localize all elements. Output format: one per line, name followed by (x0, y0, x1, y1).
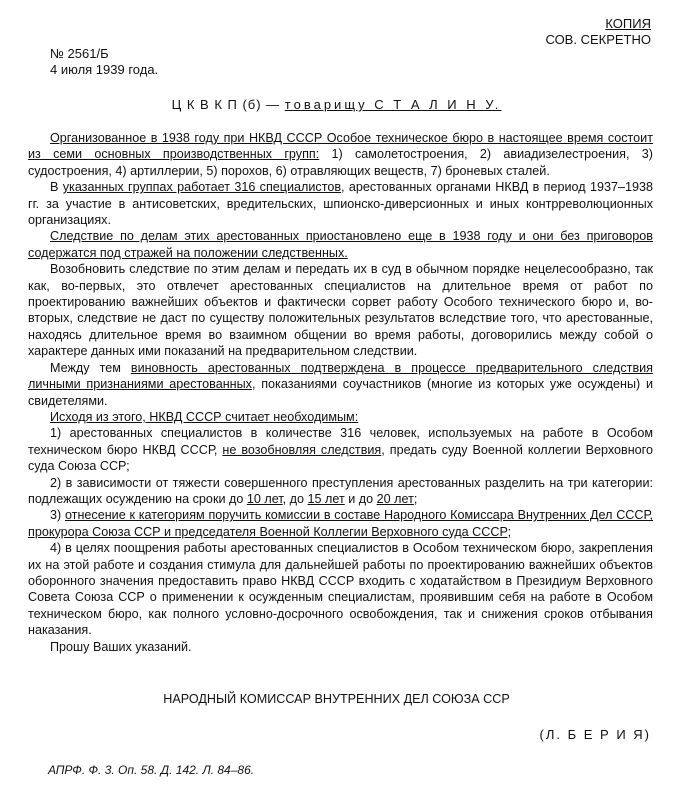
body-paragraph (28, 540, 653, 638)
body-paragraph (28, 475, 653, 508)
text-run: , показаниями соучастников (многие из которых уже осуждены) и свидетелями. (28, 377, 653, 408)
underlined-text: Следствие по делам этих арестованных приостановлено еще в 1938 году и они без приговоров содержатся под стражей на положении следственных. (28, 229, 653, 260)
text-run: 3) (50, 508, 65, 523)
underlined-text: 15 лет (307, 491, 345, 506)
body-paragraph (28, 360, 653, 409)
text-run: , до (282, 491, 308, 506)
body-paragraph (28, 639, 653, 655)
underlined-text: не возобновляя следствия (222, 442, 382, 457)
underlined-text: Исходя из этого, НКВД СССР считает необходимым: (50, 409, 359, 424)
addressee-party: Ц К В К П (б) — (171, 97, 285, 112)
classification-stamp (545, 16, 651, 48)
underlined-text: 20 лет (376, 491, 414, 506)
body-paragraph (28, 228, 653, 261)
body-paragraph (28, 507, 653, 540)
signatory-name: (Л. Б Е Р И Я) (539, 727, 651, 742)
text-run: 1) арестованных специалистов в количестве 316 человек, используемых на работе в Особом техническом бюро НКВД СССР, (28, 426, 653, 457)
text-run: Прошу Ваших указаний. (50, 639, 192, 654)
text-run: ; (413, 491, 418, 506)
document-number: № 2561/Б (50, 46, 109, 61)
body-paragraph (28, 179, 653, 228)
signatory-title: НАРОДНЫЙ КОМИССАР ВНУТРЕННИХ ДЕЛ СОЮЗА ССР (163, 692, 510, 706)
body-paragraph (28, 425, 653, 474)
text-run: 2) в зависимости от тяжести совершенного преступления арестованных разделить на три категории: подлежащих осуждению на сроки до (28, 475, 653, 506)
body-paragraph (28, 261, 653, 359)
document-header (50, 46, 158, 78)
text-run: 1) самолетостроения, 2) авиадизелестроения, 3) судостроения, 4) артиллерии, 5) порохов, 6) отравляющих веществ, 7) броневых сталей. (28, 147, 653, 178)
text-run: и до (344, 491, 377, 506)
text-run: В (50, 180, 63, 195)
document-body (28, 130, 653, 655)
text-run: Между тем (50, 360, 131, 375)
body-paragraph (28, 130, 653, 179)
text-run: , предать суду Военной коллегии Верховного суда Союза ССР; (28, 442, 653, 474)
secrecy-mark: СОВ. СЕКРЕТНО (545, 32, 651, 47)
text-run: , арестованных органами НКВД в период 1937–1938 гг. за участие в антисоветских, вредительских, шпионско-диверсионных и иных контрреволюционных организациях. (28, 180, 653, 228)
underlined-text: 10 лет (246, 491, 283, 506)
archive-reference: АПРФ. Ф. 3. Оп. 58. Д. 142. Л. 84–86. (48, 763, 255, 777)
copy-mark: КОПИЯ (605, 16, 651, 31)
addressee-line (0, 97, 673, 113)
underlined-text: Организованное в 1938 году при НКВД СССР Особое техническое бюро в настоящее время состоит из семи основных производственных групп: (28, 131, 653, 162)
text-run: 4) в целях поощрения работы арестованных специалистов в Особом техническом бюро, закрепления их на этой работе и создания стимула для дальнейшей работы по проектированию важнейших объектов оборонного значения предоставить право НКВД СССР входить с ходатайством в Президиум Верховного Совета Союза ССР о применении к осужденным специалистам, проявившим себя на работе в Особом техническом бюро, как полного условно-досрочного освобождения, так и снижения сроков отбывания наказания. (28, 541, 653, 638)
text-run: Возобновить следствие по этим делам и передать их в суд в обычном порядке нецелесообразно, так как, во-первых, это отвлечет арестованных специалистов на длительное время от работ по проектированию важнейших объектов и фактически сорвет работу Особого технического бюро и, во-вторых, следствие не даст по существу положительных результатов вследствие того, что арестованные, находясь длительное время во взаимном общении во время работы, договорились между собой о характере данных ими показаний на предварительном следствии. (28, 262, 653, 359)
underlined-text: виновность арестованных подтверждена в процессе предварительного следствия личными признаниями арестованных (28, 360, 653, 392)
underlined-text: отнесение к категориям поручить комиссии в составе Народного Комиссара Внутренних Дел СССР, прокурора Союза ССР и председателя Военной Коллегии Верховного суда СССР; (28, 508, 653, 539)
document-date: 4 июля 1939 года. (50, 62, 159, 77)
body-paragraph (28, 409, 653, 425)
addressee-person: товарищу С Т А Л И Н У. (284, 97, 502, 112)
underlined-text: указанных группах работает 316 специалистов (62, 180, 342, 195)
